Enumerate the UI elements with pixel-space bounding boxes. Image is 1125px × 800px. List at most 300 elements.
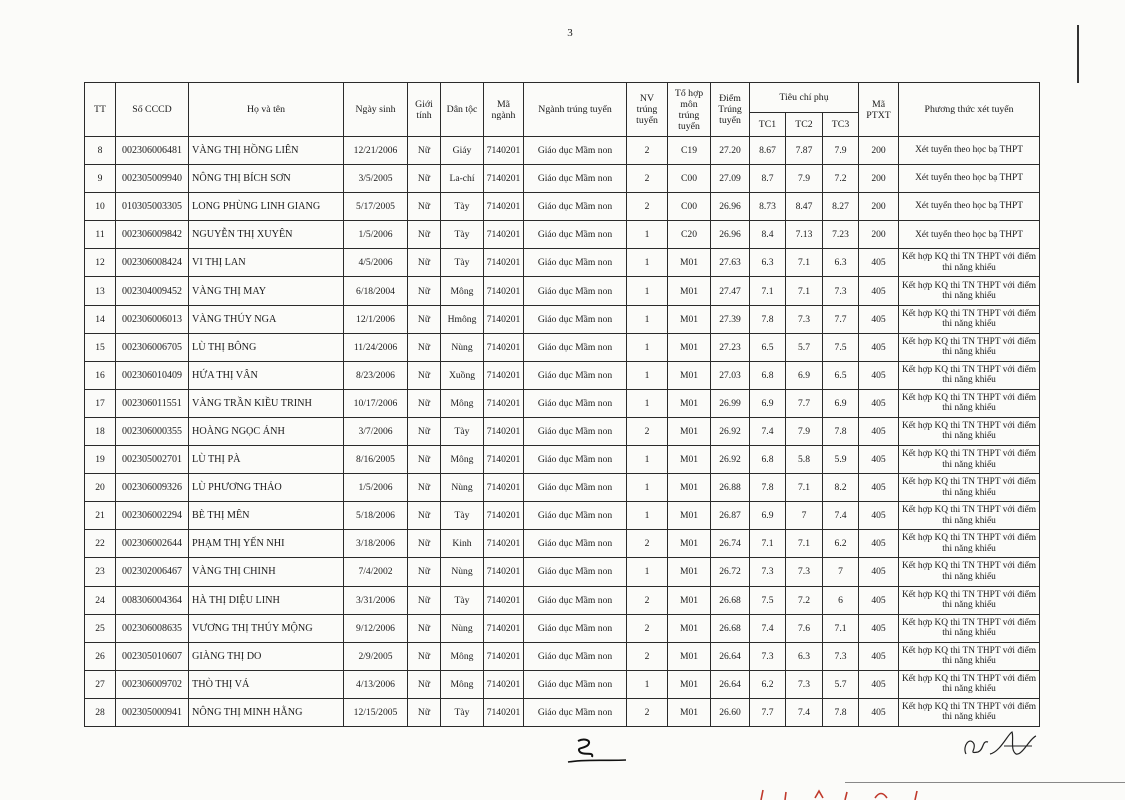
cell-name: VÀNG THỊ HỒNG LIÊN	[189, 137, 344, 165]
cell-ethnicity: Kinh	[441, 530, 484, 558]
cell-dob: 8/16/2005	[344, 446, 408, 474]
cell-score: 27.47	[711, 277, 750, 305]
cell-ptxt: 200	[859, 193, 899, 221]
cell-cccd: 002306010409	[116, 361, 189, 389]
cell-combo: M01	[668, 446, 711, 474]
cell-dob: 6/18/2004	[344, 277, 408, 305]
cell-major: Giáo dục Mầm non	[524, 698, 627, 726]
cell-major-code: 7140201	[484, 474, 524, 502]
cell-major: Giáo dục Mầm non	[524, 446, 627, 474]
footer-rule	[845, 782, 1125, 783]
cell-cccd: 002306011551	[116, 389, 189, 417]
cell-cccd: 010305003305	[116, 193, 189, 221]
cell-tc3: 8.2	[823, 474, 859, 502]
cell-tc3: 6	[823, 586, 859, 614]
cell-major: Giáo dục Mầm non	[524, 165, 627, 193]
header-nv: NV trúng tuyển	[627, 83, 668, 137]
cell-name: VÀNG THỊ CHINH	[189, 558, 344, 586]
cell-cccd: 002306009326	[116, 474, 189, 502]
header-major: Ngành trúng tuyển	[524, 83, 627, 137]
cell-dob: 5/18/2006	[344, 502, 408, 530]
cell-tc1: 6.2	[750, 670, 786, 698]
cell-tc2: 7.13	[786, 221, 823, 249]
cell-tc2: 7.1	[786, 474, 823, 502]
header-ethnicity: Dân tộc	[441, 83, 484, 137]
cell-major: Giáo dục Mầm non	[524, 530, 627, 558]
cell-method: Kết hợp KQ thi TN THPT với điểm thi năng khiếu	[899, 249, 1040, 277]
cell-cccd: 002305010607	[116, 642, 189, 670]
cell-dob: 11/24/2006	[344, 333, 408, 361]
table-row	[85, 558, 1040, 586]
cell-combo: M01	[668, 698, 711, 726]
cell-dob: 1/5/2006	[344, 221, 408, 249]
table-row	[85, 502, 1040, 530]
cell-name: HỨA THỊ VÂN	[189, 361, 344, 389]
cell-gender: Nữ	[408, 446, 441, 474]
cell-combo: M01	[668, 249, 711, 277]
cell-dob: 7/4/2002	[344, 558, 408, 586]
cell-tt: 20	[85, 474, 116, 502]
cell-major: Giáo dục Mầm non	[524, 614, 627, 642]
cell-method: Kết hợp KQ thi TN THPT với điểm thi năng khiếu	[899, 446, 1040, 474]
cell-score: 26.68	[711, 586, 750, 614]
cell-tt: 15	[85, 333, 116, 361]
cell-tt: 24	[85, 586, 116, 614]
cell-ptxt: 405	[859, 305, 899, 333]
cell-score: 27.39	[711, 305, 750, 333]
cell-nv: 2	[627, 165, 668, 193]
cell-tt: 21	[85, 502, 116, 530]
cell-method: Kết hợp KQ thi TN THPT với điểm thi năng khiếu	[899, 558, 1040, 586]
cell-tc2: 7.87	[786, 137, 823, 165]
cell-dob: 5/17/2005	[344, 193, 408, 221]
cell-name: VÀNG THÚY NGA	[189, 305, 344, 333]
cell-method: Xét tuyển theo học bạ THPT	[899, 137, 1040, 165]
cell-tc3: 7.3	[823, 642, 859, 670]
cell-tt: 22	[85, 530, 116, 558]
cell-score: 26.68	[711, 614, 750, 642]
cell-nv: 2	[627, 193, 668, 221]
table-row	[85, 614, 1040, 642]
cell-method: Kết hợp KQ thi TN THPT với điểm thi năng khiếu	[899, 417, 1040, 445]
cell-tc1: 6.8	[750, 446, 786, 474]
cell-combo: M01	[668, 389, 711, 417]
cell-combo: M01	[668, 277, 711, 305]
cell-ptxt: 405	[859, 670, 899, 698]
cell-major: Giáo dục Mầm non	[524, 305, 627, 333]
cell-ethnicity: Xuồng	[441, 361, 484, 389]
cell-cccd: 002305009940	[116, 165, 189, 193]
cell-tt: 9	[85, 165, 116, 193]
header-tc1: TC1	[750, 113, 786, 137]
cell-tt: 23	[85, 558, 116, 586]
cell-gender: Nữ	[408, 221, 441, 249]
cell-method: Xét tuyển theo học bạ THPT	[899, 193, 1040, 221]
cell-ethnicity: Tày	[441, 249, 484, 277]
cell-ethnicity: Nùng	[441, 333, 484, 361]
cell-score: 27.63	[711, 249, 750, 277]
signature-mark-left	[566, 737, 628, 767]
cell-tt: 27	[85, 670, 116, 698]
cell-ptxt: 405	[859, 502, 899, 530]
cell-score: 26.99	[711, 389, 750, 417]
cell-gender: Nữ	[408, 361, 441, 389]
table-row	[85, 361, 1040, 389]
cell-tc1: 7.3	[750, 558, 786, 586]
cell-name: NÔNG THỊ MINH HẰNG	[189, 698, 344, 726]
header-ptxt: Mã PTXT	[859, 83, 899, 137]
cell-nv: 1	[627, 333, 668, 361]
cell-score: 26.72	[711, 558, 750, 586]
cell-major-code: 7140201	[484, 137, 524, 165]
table-row	[85, 670, 1040, 698]
cell-score: 26.96	[711, 193, 750, 221]
cell-major: Giáo dục Mầm non	[524, 193, 627, 221]
cell-name: VI THỊ LAN	[189, 249, 344, 277]
cell-dob: 1/5/2006	[344, 474, 408, 502]
cell-gender: Nữ	[408, 193, 441, 221]
cell-ptxt: 405	[859, 417, 899, 445]
cell-combo: M01	[668, 586, 711, 614]
cell-ethnicity: Tày	[441, 698, 484, 726]
cell-tc2: 7.3	[786, 305, 823, 333]
cell-score: 26.92	[711, 446, 750, 474]
cell-tt: 28	[85, 698, 116, 726]
cell-dob: 12/15/2005	[344, 698, 408, 726]
cell-ethnicity: Mông	[441, 446, 484, 474]
cell-method: Kết hợp KQ thi TN THPT với điểm thi năng khiếu	[899, 333, 1040, 361]
cell-name: VƯƠNG THỊ THÚY MỘNG	[189, 614, 344, 642]
cell-name: GIÀNG THỊ DO	[189, 642, 344, 670]
cell-major: Giáo dục Mầm non	[524, 249, 627, 277]
cell-name: HOÀNG NGỌC ÁNH	[189, 417, 344, 445]
cell-major-code: 7140201	[484, 642, 524, 670]
cell-score: 26.74	[711, 530, 750, 558]
header-method: Phương thức xét tuyển	[899, 83, 1040, 137]
table-row	[85, 193, 1040, 221]
cell-cccd: 002306006013	[116, 305, 189, 333]
cell-combo: C20	[668, 221, 711, 249]
cell-ethnicity: Mông	[441, 670, 484, 698]
cell-combo: M01	[668, 642, 711, 670]
cell-name: PHẠM THỊ YẾN NHI	[189, 530, 344, 558]
cell-cccd: 002306006481	[116, 137, 189, 165]
cell-dob: 3/18/2006	[344, 530, 408, 558]
cell-tc1: 7.7	[750, 698, 786, 726]
signature-mark-right	[960, 724, 1040, 764]
cell-major-code: 7140201	[484, 586, 524, 614]
cell-major-code: 7140201	[484, 502, 524, 530]
cell-score: 26.88	[711, 474, 750, 502]
table-row	[85, 277, 1040, 305]
cell-tc1: 6.5	[750, 333, 786, 361]
cell-tc2: 7.1	[786, 530, 823, 558]
cell-major-code: 7140201	[484, 530, 524, 558]
table-row	[85, 137, 1040, 165]
page-edge-rule	[1077, 25, 1079, 83]
cell-combo: M01	[668, 502, 711, 530]
cell-score: 27.09	[711, 165, 750, 193]
cell-ethnicity: Nùng	[441, 614, 484, 642]
cell-cccd: 002305000941	[116, 698, 189, 726]
cell-tt: 14	[85, 305, 116, 333]
cell-ethnicity: Tày	[441, 586, 484, 614]
cell-ptxt: 405	[859, 558, 899, 586]
cell-combo: M01	[668, 670, 711, 698]
cell-dob: 4/5/2006	[344, 249, 408, 277]
cell-gender: Nữ	[408, 642, 441, 670]
cell-ptxt: 405	[859, 698, 899, 726]
cell-name: BÈ THỊ MÊN	[189, 502, 344, 530]
stamp-fragment	[755, 788, 925, 800]
cell-major-code: 7140201	[484, 446, 524, 474]
table-row	[85, 165, 1040, 193]
table-body	[85, 137, 1040, 727]
cell-tc3: 7.2	[823, 165, 859, 193]
cell-dob: 3/7/2006	[344, 417, 408, 445]
table-row	[85, 333, 1040, 361]
cell-name: NGUYỄN THỊ XUYÊN	[189, 221, 344, 249]
cell-tc1: 6.9	[750, 389, 786, 417]
cell-cccd: 002304009452	[116, 277, 189, 305]
cell-nv: 1	[627, 249, 668, 277]
cell-major-code: 7140201	[484, 165, 524, 193]
cell-combo: M01	[668, 614, 711, 642]
cell-nv: 2	[627, 698, 668, 726]
cell-dob: 3/31/2006	[344, 586, 408, 614]
cell-gender: Nữ	[408, 586, 441, 614]
cell-major-code: 7140201	[484, 277, 524, 305]
cell-score: 27.20	[711, 137, 750, 165]
cell-method: Kết hợp KQ thi TN THPT với điểm thi năng khiếu	[899, 614, 1040, 642]
cell-nv: 1	[627, 558, 668, 586]
cell-ptxt: 200	[859, 165, 899, 193]
table-row	[85, 417, 1040, 445]
cell-dob: 2/9/2005	[344, 642, 408, 670]
cell-ethnicity: Hmông	[441, 305, 484, 333]
cell-major: Giáo dục Mầm non	[524, 558, 627, 586]
cell-nv: 1	[627, 670, 668, 698]
cell-ptxt: 405	[859, 249, 899, 277]
cell-combo: M01	[668, 530, 711, 558]
cell-combo: M01	[668, 333, 711, 361]
cell-ptxt: 405	[859, 642, 899, 670]
cell-tc3: 7.3	[823, 277, 859, 305]
cell-method: Kết hợp KQ thi TN THPT với điểm thi năng khiếu	[899, 361, 1040, 389]
cell-tt: 8	[85, 137, 116, 165]
cell-gender: Nữ	[408, 558, 441, 586]
cell-method: Kết hợp KQ thi TN THPT với điểm thi năng khiếu	[899, 670, 1040, 698]
header-gender: Giới tính	[408, 83, 441, 137]
cell-major-code: 7140201	[484, 221, 524, 249]
cell-nv: 1	[627, 361, 668, 389]
header-score: Điểm Trúng tuyển	[711, 83, 750, 137]
cell-combo: M01	[668, 474, 711, 502]
cell-gender: Nữ	[408, 249, 441, 277]
cell-nv: 2	[627, 642, 668, 670]
cell-ptxt: 405	[859, 614, 899, 642]
cell-ptxt: 200	[859, 221, 899, 249]
cell-gender: Nữ	[408, 277, 441, 305]
cell-name: HÀ THỊ DIỆU LINH	[189, 586, 344, 614]
cell-tc1: 8.4	[750, 221, 786, 249]
header-cccd: Số CCCD	[116, 83, 189, 137]
cell-combo: C19	[668, 137, 711, 165]
cell-score: 26.64	[711, 670, 750, 698]
cell-major: Giáo dục Mầm non	[524, 137, 627, 165]
cell-tc3: 6.9	[823, 389, 859, 417]
cell-method: Kết hợp KQ thi TN THPT với điểm thi năng khiếu	[899, 530, 1040, 558]
cell-dob: 12/21/2006	[344, 137, 408, 165]
cell-gender: Nữ	[408, 333, 441, 361]
cell-gender: Nữ	[408, 698, 441, 726]
cell-tc1: 7.1	[750, 530, 786, 558]
cell-tc3: 6.3	[823, 249, 859, 277]
header-tc3: TC3	[823, 113, 859, 137]
cell-tc1: 7.1	[750, 277, 786, 305]
cell-score: 26.96	[711, 221, 750, 249]
cell-ethnicity: Tày	[441, 502, 484, 530]
cell-tc3: 7.8	[823, 417, 859, 445]
cell-gender: Nữ	[408, 417, 441, 445]
table-row	[85, 221, 1040, 249]
cell-nv: 1	[627, 502, 668, 530]
cell-score: 26.64	[711, 642, 750, 670]
cell-tc1: 8.67	[750, 137, 786, 165]
cell-name: VÀNG THỊ MAY	[189, 277, 344, 305]
cell-name: VÀNG TRẦN KIỀU TRINH	[189, 389, 344, 417]
cell-method: Kết hợp KQ thi TN THPT với điểm thi năng khiếu	[899, 698, 1040, 726]
header-combo: Tổ hợp môn trúng tuyển	[668, 83, 711, 137]
cell-nv: 1	[627, 446, 668, 474]
cell-tt: 10	[85, 193, 116, 221]
cell-major-code: 7140201	[484, 249, 524, 277]
cell-nv: 2	[627, 137, 668, 165]
cell-cccd: 002306008635	[116, 614, 189, 642]
cell-tc3: 7	[823, 558, 859, 586]
cell-tc3: 7.1	[823, 614, 859, 642]
cell-name: LÙ THỊ BÔNG	[189, 333, 344, 361]
cell-method: Xét tuyển theo học bạ THPT	[899, 165, 1040, 193]
cell-ethnicity: Giáy	[441, 137, 484, 165]
cell-major: Giáo dục Mầm non	[524, 333, 627, 361]
cell-major: Giáo dục Mầm non	[524, 670, 627, 698]
cell-tc1: 6.8	[750, 361, 786, 389]
cell-combo: C00	[668, 165, 711, 193]
cell-major: Giáo dục Mầm non	[524, 417, 627, 445]
cell-tc2: 7.4	[786, 698, 823, 726]
cell-tc2: 6.3	[786, 642, 823, 670]
cell-combo: M01	[668, 361, 711, 389]
cell-ptxt: 405	[859, 530, 899, 558]
cell-ptxt: 405	[859, 446, 899, 474]
cell-tc3: 6.5	[823, 361, 859, 389]
cell-tc1: 7.8	[750, 305, 786, 333]
cell-combo: C00	[668, 193, 711, 221]
cell-nv: 1	[627, 277, 668, 305]
table-row	[85, 530, 1040, 558]
cell-tc1: 7.8	[750, 474, 786, 502]
cell-ptxt: 405	[859, 389, 899, 417]
cell-nv: 1	[627, 221, 668, 249]
header-major-code: Mã ngành	[484, 83, 524, 137]
table-row	[85, 642, 1040, 670]
cell-nv: 2	[627, 614, 668, 642]
cell-tc1: 7.5	[750, 586, 786, 614]
cell-tt: 11	[85, 221, 116, 249]
cell-tc3: 7.4	[823, 502, 859, 530]
cell-ethnicity: La-chí	[441, 165, 484, 193]
cell-tc1: 6.9	[750, 502, 786, 530]
cell-ethnicity: Nùng	[441, 474, 484, 502]
cell-tc2: 7.3	[786, 558, 823, 586]
cell-ethnicity: Nùng	[441, 558, 484, 586]
cell-tc3: 7.7	[823, 305, 859, 333]
cell-tc1: 8.73	[750, 193, 786, 221]
cell-dob: 12/1/2006	[344, 305, 408, 333]
cell-major-code: 7140201	[484, 389, 524, 417]
cell-tc2: 7.9	[786, 165, 823, 193]
cell-tc2: 7.6	[786, 614, 823, 642]
cell-tc2: 6.9	[786, 361, 823, 389]
page-number: 3	[567, 27, 573, 39]
cell-score: 26.60	[711, 698, 750, 726]
cell-nv: 1	[627, 305, 668, 333]
cell-score: 26.87	[711, 502, 750, 530]
header-criteria: Tiêu chí phụ	[750, 83, 859, 113]
cell-dob: 8/23/2006	[344, 361, 408, 389]
cell-tc3: 5.9	[823, 446, 859, 474]
cell-ethnicity: Tày	[441, 417, 484, 445]
cell-tt: 12	[85, 249, 116, 277]
cell-ptxt: 405	[859, 333, 899, 361]
cell-major-code: 7140201	[484, 614, 524, 642]
cell-major-code: 7140201	[484, 417, 524, 445]
cell-cccd: 002305002701	[116, 446, 189, 474]
cell-major: Giáo dục Mầm non	[524, 502, 627, 530]
cell-method: Kết hợp KQ thi TN THPT với điểm thi năng khiếu	[899, 502, 1040, 530]
cell-tc2: 7.7	[786, 389, 823, 417]
cell-major-code: 7140201	[484, 333, 524, 361]
cell-major: Giáo dục Mầm non	[524, 642, 627, 670]
cell-combo: M01	[668, 305, 711, 333]
cell-cccd: 002306002294	[116, 502, 189, 530]
cell-name: LÙ THỊ PÀ	[189, 446, 344, 474]
header-name: Họ và tên	[189, 83, 344, 137]
cell-major-code: 7140201	[484, 670, 524, 698]
cell-tc1: 7.3	[750, 642, 786, 670]
cell-tt: 17	[85, 389, 116, 417]
cell-combo: M01	[668, 417, 711, 445]
cell-tc2: 7.3	[786, 670, 823, 698]
cell-tc2: 7.1	[786, 277, 823, 305]
cell-major: Giáo dục Mầm non	[524, 586, 627, 614]
cell-gender: Nữ	[408, 530, 441, 558]
cell-tc3: 7.9	[823, 137, 859, 165]
cell-tc2: 7.2	[786, 586, 823, 614]
table-row	[85, 305, 1040, 333]
cell-tc3: 7.23	[823, 221, 859, 249]
cell-major-code: 7140201	[484, 698, 524, 726]
cell-major-code: 7140201	[484, 558, 524, 586]
cell-ptxt: 200	[859, 137, 899, 165]
cell-tc2: 5.8	[786, 446, 823, 474]
cell-tc3: 7.5	[823, 333, 859, 361]
cell-major: Giáo dục Mầm non	[524, 277, 627, 305]
admission-results-table	[84, 82, 1040, 727]
cell-gender: Nữ	[408, 389, 441, 417]
cell-major-code: 7140201	[484, 193, 524, 221]
